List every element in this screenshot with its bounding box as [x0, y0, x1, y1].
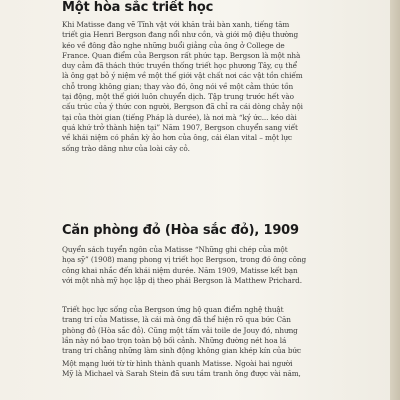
paragraph	[62, 245, 306, 286]
text-line: cấu trúc của ý thức con người, Bergson đã chỉ ra cái dòng chảy nội	[62, 102, 303, 112]
text-line: lần này nó bao trọn toàn bộ bối cảnh. Những đường nét hoa lá	[62, 335, 287, 345]
paragraph	[62, 305, 301, 356]
text-line: Mỹ là Michael và Sarah Stein đã sưu tầm tranh ông được vài năm,	[62, 369, 301, 379]
paragraph	[62, 20, 303, 154]
text-line: Triết học lực sống của Bergson ứng hộ quan điểm nghệ thuật	[62, 305, 284, 314]
paragraph	[62, 359, 301, 380]
page-edge	[390, 0, 400, 400]
text-line: duy cảm đã thách thức truyền thống triết học phương Tây, cụ thể	[62, 61, 298, 71]
text-line: tại của thời gian (tiếng Pháp là durée), là nơi mà “ký ức... kéo dài	[62, 112, 297, 122]
text-line: trang trí của Matisse, là cái mà ông đã thể hiện rõ qua bức Căn	[62, 315, 291, 325]
text-line: quá khứ trở thành hiện tại” Năm 1907, Bergson chuyển sang viết	[62, 122, 298, 132]
text-line: sống trào dâng như của loài cây cỏ.	[62, 143, 190, 153]
text-line: Quyển sách tuyển ngôn của Matisse “Những ghi chép của một	[62, 245, 288, 254]
text-line: họa sỹ” (1908) mang phong vị triết học Bergson, trong đó ông công	[62, 255, 307, 265]
text-line: công khai nhắc đến khái niệm durée. Năm 1909, Matisse kết bạn	[62, 265, 298, 275]
text-line: về khái niệm có phần kỳ ảo hơn của ông, cái élan vital – một lực	[62, 133, 292, 143]
text-line: kéo về đông đảo nghe những buổi giảng của ông ở College de	[62, 40, 285, 50]
text-line: triết gia Henri Bergson đang nổi như cồn, và giới mộ điệu thường	[62, 30, 299, 40]
text-line: là ông gạt bỏ ý niệm về một thế giới vật chất nơi các vật tồn chiếm	[62, 71, 303, 81]
text-line: chỗ trong không gian; thay vào đó, ông nói về một cảm thức tồn	[62, 81, 294, 91]
text-line: phòng đỏ (Hòa sắc đỏ). Cũng một tấm vải toile de Jouy đó, nhưng	[62, 325, 298, 335]
text-line: tại động, một thế giới luôn chuyển dịch. Tập trung trước hết vào	[62, 92, 294, 102]
text-line: France. Quan điểm của Bergson rất phức tạp. Bergson là một nhà	[62, 50, 301, 60]
text-line: với một nhà mỹ học lập dị theo phái Bergson là Matthew Prichard.	[62, 275, 302, 285]
section-heading: Căn phòng đỏ (Hòa sắc đỏ), 1909	[62, 223, 299, 238]
text-line: trang trí chẳng những làm sinh động không gian khép kín của bức	[62, 346, 302, 356]
text-line: Khi Matisse đang vẽ Tĩnh vật với khăn trải bàn xanh, tiếng tăm	[62, 20, 290, 29]
section-heading: Một hòa sắc triết học	[62, 0, 214, 15]
text-line: Một mạng lưới từ từ hình thành quanh Matisse. Ngoài hai người	[62, 359, 293, 368]
